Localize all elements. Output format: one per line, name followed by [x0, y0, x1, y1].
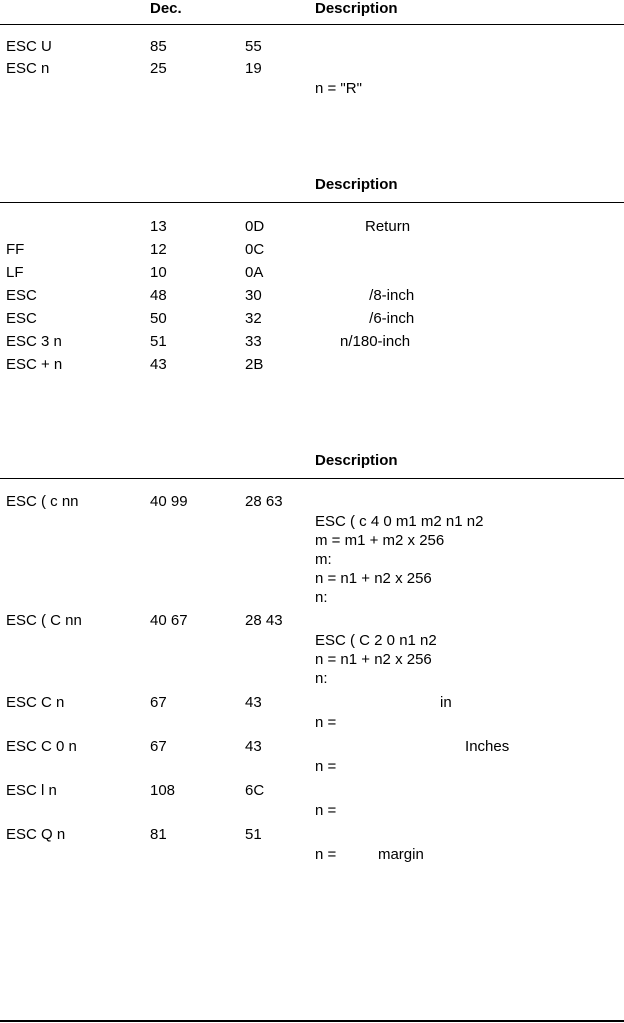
description-line: n =: [315, 714, 337, 731]
description-line: n =: [315, 802, 337, 819]
page-bottom-rule: [0, 1020, 624, 1022]
dec-cell: 48: [150, 287, 167, 304]
description-line: Return: [315, 218, 411, 235]
hex-cell: 30: [245, 287, 262, 304]
dec-cell: 85: [150, 38, 167, 55]
description-line: n =: [315, 758, 337, 775]
command-cell: ESC 3 n: [6, 333, 62, 350]
hex-cell: 0D: [245, 218, 265, 235]
command-cell: ESC U: [6, 38, 52, 55]
command-cell: ESC + n: [6, 356, 63, 373]
dec-cell: 43: [150, 356, 167, 373]
command-cell: ESC Q n: [6, 826, 66, 843]
command-cell: ESC C n: [6, 694, 65, 711]
description-column-header: Description: [315, 0, 398, 17]
command-cell: ESC ( C nn: [6, 612, 82, 629]
header-rule: [0, 478, 624, 479]
hex-cell: 51: [245, 826, 262, 843]
dec-cell: 10: [150, 264, 167, 281]
description-column-header: Description: [315, 452, 398, 469]
hex-cell: 43: [245, 738, 262, 755]
dec-cell: 40 67: [150, 612, 188, 629]
description-line: n/180-inch: [315, 333, 411, 350]
dec-cell: 67: [150, 738, 167, 755]
description-line: in: [315, 694, 452, 711]
hex-cell: 0A: [245, 264, 264, 281]
description-line: ESC ( C 2 0 n1 n2: [315, 632, 437, 649]
description-column-header: Description: [315, 176, 398, 193]
description-line: ESC ( c 4 0 m1 m2 n1 n2: [315, 513, 484, 530]
dec-cell: 25: [150, 60, 167, 77]
hex-cell: 32: [245, 310, 262, 327]
dec-cell: 81: [150, 826, 167, 843]
description-line: n:: [315, 589, 328, 606]
description-line: Inches: [315, 738, 510, 755]
dec-cell: 67: [150, 694, 167, 711]
hex-cell: 19: [245, 60, 262, 77]
description-line: /8-inch: [315, 287, 415, 304]
hex-cell: 6C: [245, 782, 265, 799]
hex-cell: 28 63: [245, 493, 283, 510]
description-line: n:: [315, 670, 328, 687]
description-line: n = "R": [315, 80, 362, 97]
command-cell: ESC: [6, 310, 37, 327]
dec-cell: 108: [150, 782, 176, 799]
description-line: n = n1 + n2 x 256: [315, 651, 432, 668]
hex-cell: 33: [245, 333, 262, 350]
description-line: n = margin: [315, 846, 424, 863]
header-rule: [0, 202, 624, 203]
dec-cell: 40 99: [150, 493, 188, 510]
command-cell: ESC C 0 n: [6, 738, 77, 755]
hex-cell: 0C: [245, 241, 265, 258]
description-line: m = m1 + m2 x 256: [315, 532, 445, 549]
dec-column-header: Dec.: [150, 0, 182, 17]
dec-cell: 12: [150, 241, 167, 258]
command-cell: ESC n: [6, 60, 50, 77]
command-cell: ESC: [6, 287, 37, 304]
description-line: /6-inch: [315, 310, 415, 327]
header-rule: [0, 24, 624, 25]
hex-cell: 28 43: [245, 612, 283, 629]
command-cell: ESC l n: [6, 782, 57, 799]
command-cell: LF: [6, 264, 24, 281]
dec-cell: 51: [150, 333, 167, 350]
hex-cell: 43: [245, 694, 262, 711]
dec-cell: 13: [150, 218, 167, 235]
hex-cell: 2B: [245, 356, 264, 373]
hex-cell: 55: [245, 38, 262, 55]
dec-cell: 50: [150, 310, 167, 327]
description-line: m:: [315, 551, 332, 568]
command-cell: ESC ( c nn: [6, 493, 79, 510]
description-line: n = n1 + n2 x 256: [315, 570, 432, 587]
command-cell: FF: [6, 241, 25, 258]
